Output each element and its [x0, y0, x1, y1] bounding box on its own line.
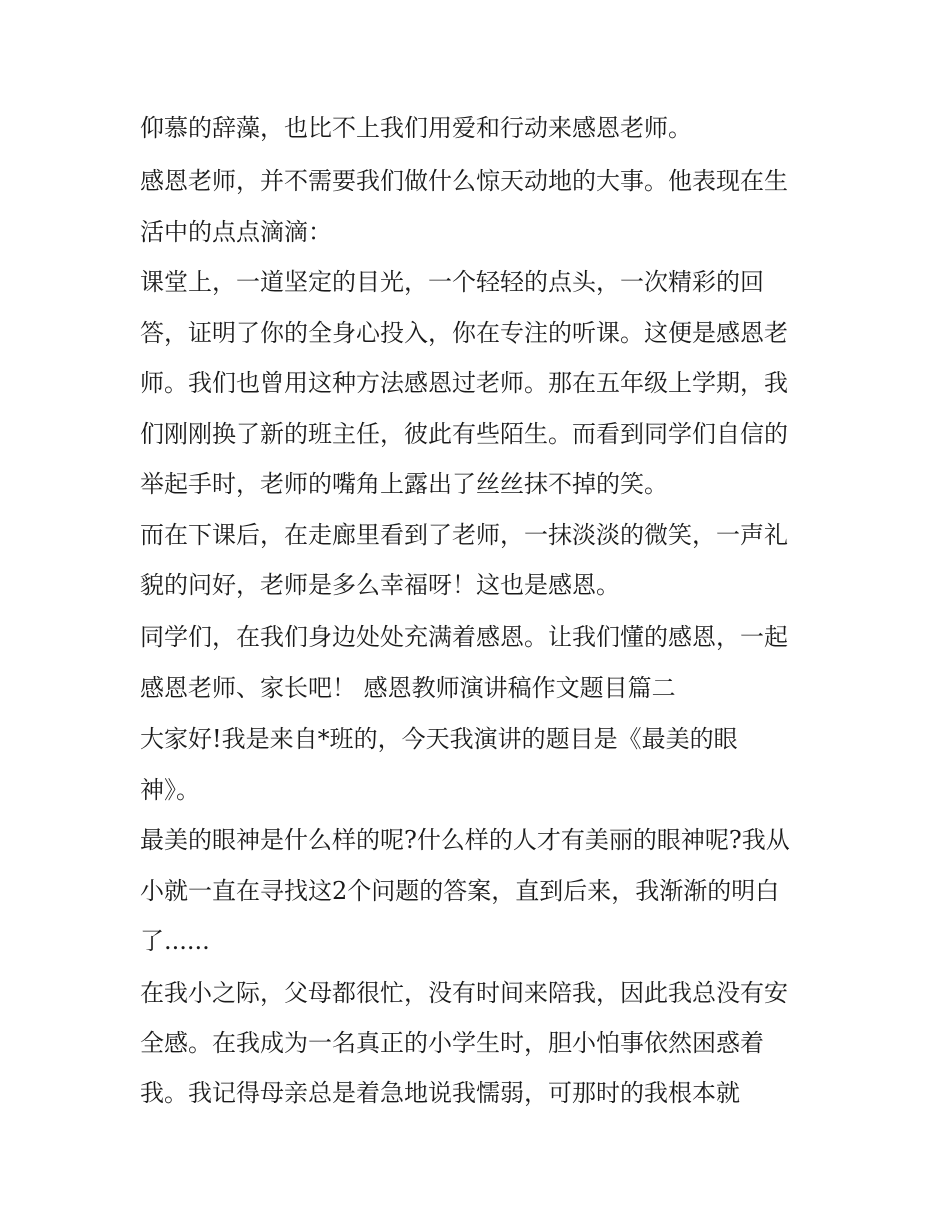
text-line: 师。我们也曾用这种方法感恩过老师。那在五年级上学期，我 [140, 369, 788, 397]
text-line: 在我小之际，父母都很忙，没有时间来陪我，因此我总没有安 [140, 979, 788, 1007]
text-line: 全感。在我成为一名真正的小学生时，胆小怕事依然困惑着 [140, 1029, 764, 1057]
text-line: 课堂上，一道坚定的目光，一个轻轻的点头，一次精彩的回 [140, 268, 764, 296]
text-line: 们刚刚换了新的班主任，彼此有些陌生。而看到同学们自信的 [140, 420, 788, 448]
text-line: 同学们，在我们身边处处充满着感恩。让我们懂的感恩，一起 [140, 623, 788, 651]
text-line: 活中的点点滴滴： [140, 218, 332, 246]
text-line: 答，证明了你的全身心投入，你在专注的听课。这便是感恩老 [140, 319, 788, 347]
text-line: 而在下课后，在走廊里看到了老师，一抹淡淡的微笑，一声礼 [140, 521, 788, 549]
text-line: 大家好!我是来自*班的，今天我演讲的题目是《最美的眼 [140, 725, 738, 753]
text-line: 举起手时，老师的嘴角上露出了丝丝抹不掉的笑。 [140, 470, 668, 498]
text-line: 仰慕的辞藻，也比不上我们用爱和行动来感恩老师。 [140, 114, 692, 142]
text-line: 貌的问好，老师是多么幸福呀！这也是感恩。 [140, 571, 620, 599]
text-line: 小就一直在寻找这2个问题的答案，直到后来，我渐渐的明白 [140, 877, 780, 905]
text-line: 最美的眼神是什么样的呢?什么样的人才有美丽的眼神呢?我从 [140, 826, 790, 854]
text-line: 感恩老师、家长吧！ 感恩教师演讲稿作文题目篇二 [140, 674, 676, 702]
text-line: 神》。 [140, 776, 200, 804]
text-line: 感恩老师，并不需要我们做什么惊天动地的大事。他表现在生 [140, 167, 788, 195]
text-line: 了...... [140, 927, 210, 955]
text-line: 我。我记得母亲总是着急地说我懦弱，可那时的我根本就 [140, 1079, 740, 1107]
